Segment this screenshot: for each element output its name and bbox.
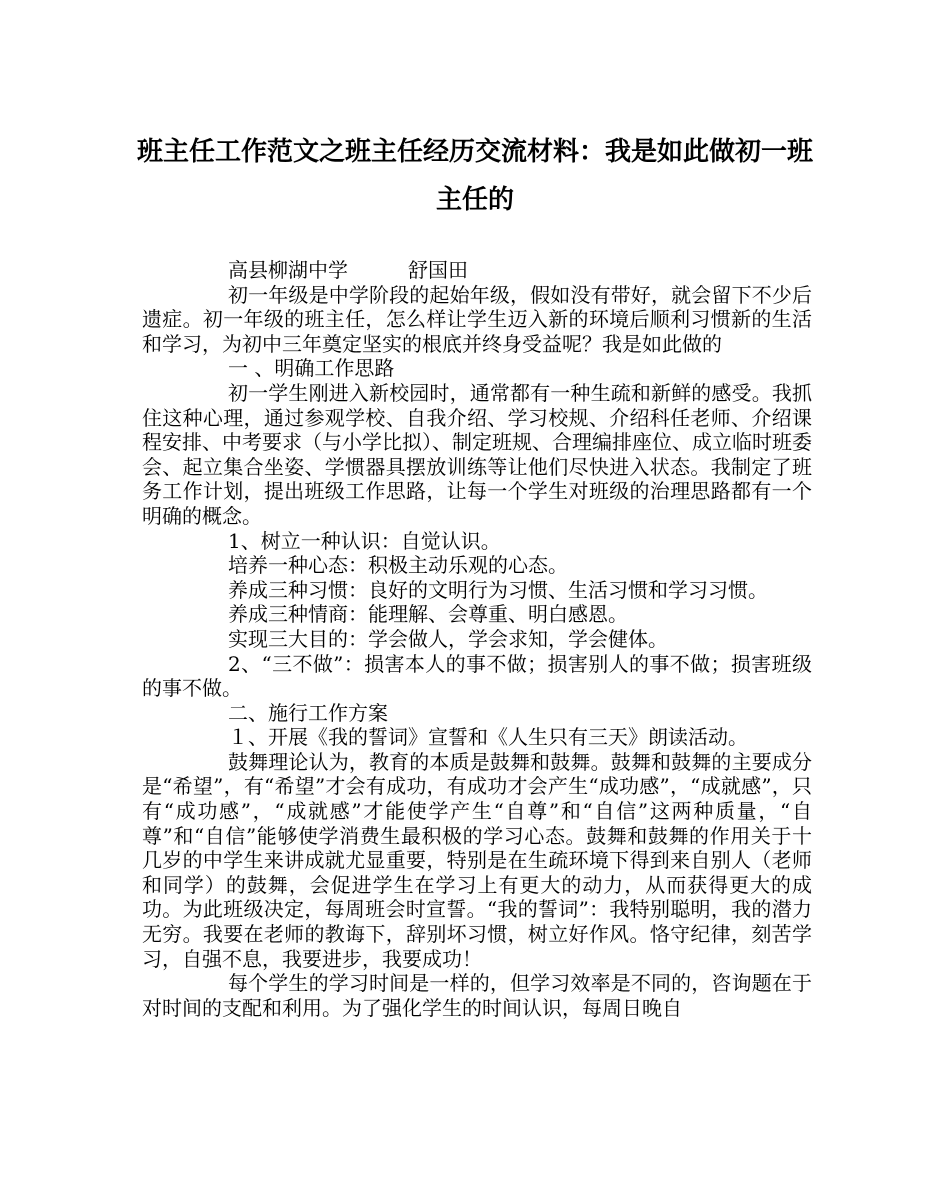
author-line: 高县柳湖中学 舒国田 xyxy=(228,258,468,282)
list-item: １、开展《我的誓词》宣誓和《人生只有三天》朗读活动。 xyxy=(228,725,748,750)
list-item: 养成三种情商：能理解、会尊重、明白感恩。 xyxy=(228,602,628,627)
section-heading: 二、施行工作方案 xyxy=(228,700,388,725)
document-body xyxy=(142,258,812,1020)
list-item: 1、树立一种认识：自觉认识。 xyxy=(228,528,501,553)
intro-paragraph: 初一年级是中学阶段的起始年级，假如没有带好，就会留下不少后遗症。初一年级的班主任，怎么样让学生迈入新的环境后顺利习惯新的生活和学习，为初中三年奠定坚实的根底并终身受益呢？我是如此做的 xyxy=(142,282,812,356)
body-paragraph: 鼓舞理论认为，教育的本质是鼓舞和鼓舞。鼓舞和鼓舞的主要成分是“希望”，有“希望”才会有成功，有成功才会产生“成功感”，“成就感”，只有“成功感”，“成就感”才能使学产生“自尊”和“自信”这两种质量，“自尊”和“自信”能够使学消费生最积极的学习心态。鼓舞和鼓舞的作用关于十几岁的中学生来讲成就尤显重要，特别是在生疏环境下得到来自别人（老师和同学）的鼓舞，会促进学生在学习上有更大的动力，从而获得更大的成功。为此班级决定，每周班会时宣誓。“我的誓词”：我特别聪明，我的潜力无穷。我要在老师的教诲下，辞别坏习惯，树立好作风。恪守纪律，刻苦学习，自强不息，我要进步，我要成功！ xyxy=(142,749,812,971)
list-item: 2、“三不做”：损害本人的事不做；损害别人的事不做；损害班级的事不做。 xyxy=(142,651,812,701)
list-item: 实现三大目的：学会做人，学会求知，学会健体。 xyxy=(228,626,668,651)
body-paragraph: 初一学生刚进入新校园时，通常都有一种生疏和新鲜的感受。我抓住这种心理，通过参观学校、自我介绍、学习校规、介绍科任老师、介绍课程安排、中考要求（与小学比拟）、制定班规、合理编排座位、成立临时班委会、起立集合坐姿、学惯器具摆放训练等让他们尽快进入状态。我制定了班务工作计划，提出班级工作思路，让每一个学生对班级的治理思路都有一个明确的概念。 xyxy=(142,380,812,528)
section-heading: 一 、明确工作思路 xyxy=(228,356,395,381)
list-item: 养成三种习惯：良好的文明行为习惯、生活习惯和学习习惯。 xyxy=(228,577,768,602)
list-item: 培养一种心态：积极主动乐观的心态。 xyxy=(228,553,568,578)
body-paragraph: 每个学生的学习时间是一样的，但学习效率是不同的，咨询题在于对时间的支配和利用。为了强化学生的时间认识，每周日晚自 xyxy=(142,971,812,1020)
document-title: 班主任工作范文之班主任经历交流材料：我是如此做初一班主任的 xyxy=(136,137,813,215)
